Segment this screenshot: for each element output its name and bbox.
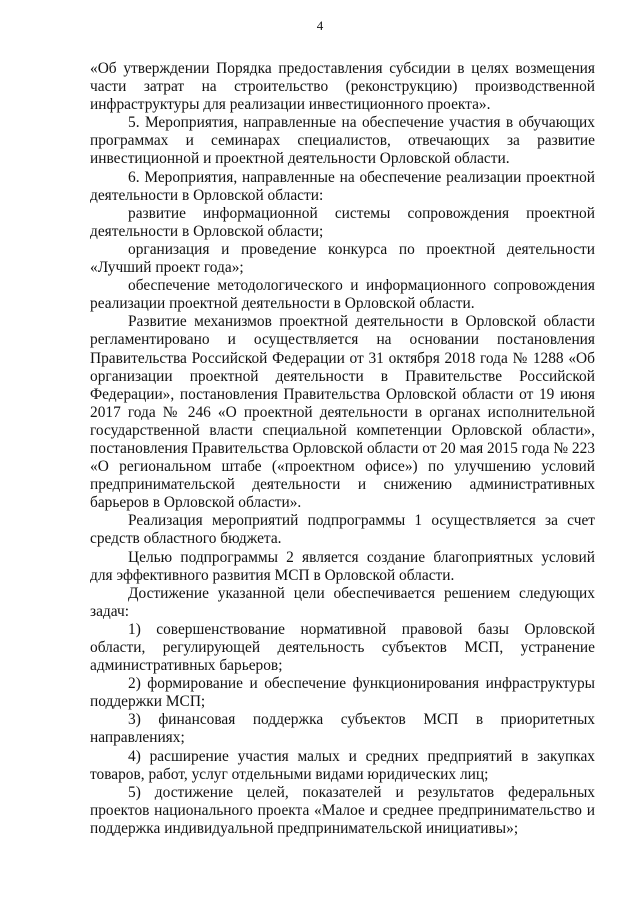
paragraph-goal-subprogram-2: Целью подпрограммы 2 является создание благоприятных условий для эффективного развития МСП в Орловской области. [90, 548, 595, 584]
paragraph-regulation: Развитие механизмов проектной деятельности в Орловской области регламентировано и осуществляется на основании постановления Правительства Российской Федерации от 31 октября 2018 года № 1288 «Об организации проектной деятельности в Правительстве Российской Федерации», постановления Правительства Орловской области от 19 июня 2017 года № 246 «О проектной деятельности в органах исполнительной государственной власти специальной компетенции Орловской области», постановления Правительства Орловской области от 20 мая 2015 года № 223 «О региональном штабе («проектном офисе») по улучшению условий предпринимательской деятельности и снижению административных барьеров в Орловской области». [90, 313, 595, 512]
paragraph-contest: организация и проведение конкурса по проектной деятельности «Лучший проект года»; [90, 240, 595, 277]
list-item-task-2: 2) формирование и обеспечение функционирования инфраструктуры поддержки МСП; [90, 675, 595, 711]
paragraph-info-system: развитие информационной системы сопровождения проектной деятельности в Орловской области; [90, 204, 595, 240]
paragraph-subsidy-order: «Об утверждении Порядка предоставления субсидии в целях возмещения части затрат на строительство (реконструкцию) производственной инфраструктуры для реализации инвестиционного проекта». [90, 60, 595, 114]
paragraph-funding: Реализация мероприятий подпрограммы 1 осуществляется за счет средств областного бюджета. [90, 512, 595, 548]
document-body [90, 60, 595, 838]
list-item-task-1: 1) совершенствование нормативной правовой базы Орловской области, регулирующей деятельность субъектов МСП, устранение административных барьеров; [90, 620, 595, 675]
list-item-task-3: 3) финансовая поддержка субъектов МСП в приоритетных направлениях; [90, 711, 595, 747]
page-number: 4 [316, 18, 324, 33]
paragraph-tasks-intro: Достижение указанной цели обеспечивается решением следующих задач: [90, 584, 595, 620]
list-item-task-4: 4) расширение участия малых и средних предприятий в закупках товаров, работ, услуг отдельными видами юридических лиц; [90, 747, 595, 783]
list-item-task-5: 5) достижение целей, показателей и результатов федеральных проектов национального проекта «Малое и среднее предпринимательство и поддержка индивидуальной предпринимательской инициативы»; [90, 783, 595, 837]
paragraph-methodology: обеспечение методологического и информационного сопровождения реализации проектной деятельности в Орловской области. [90, 277, 595, 313]
paragraph-item-6: 6. Мероприятия, направленные на обеспечение реализации проектной деятельности в Орловской области: [90, 168, 595, 204]
paragraph-item-5: 5. Мероприятия, направленные на обеспечение участия в обучающих программах и семинарах специалистов, отвечающих за развитие инвестиционной и проектной деятельности Орловской области. [90, 114, 595, 168]
